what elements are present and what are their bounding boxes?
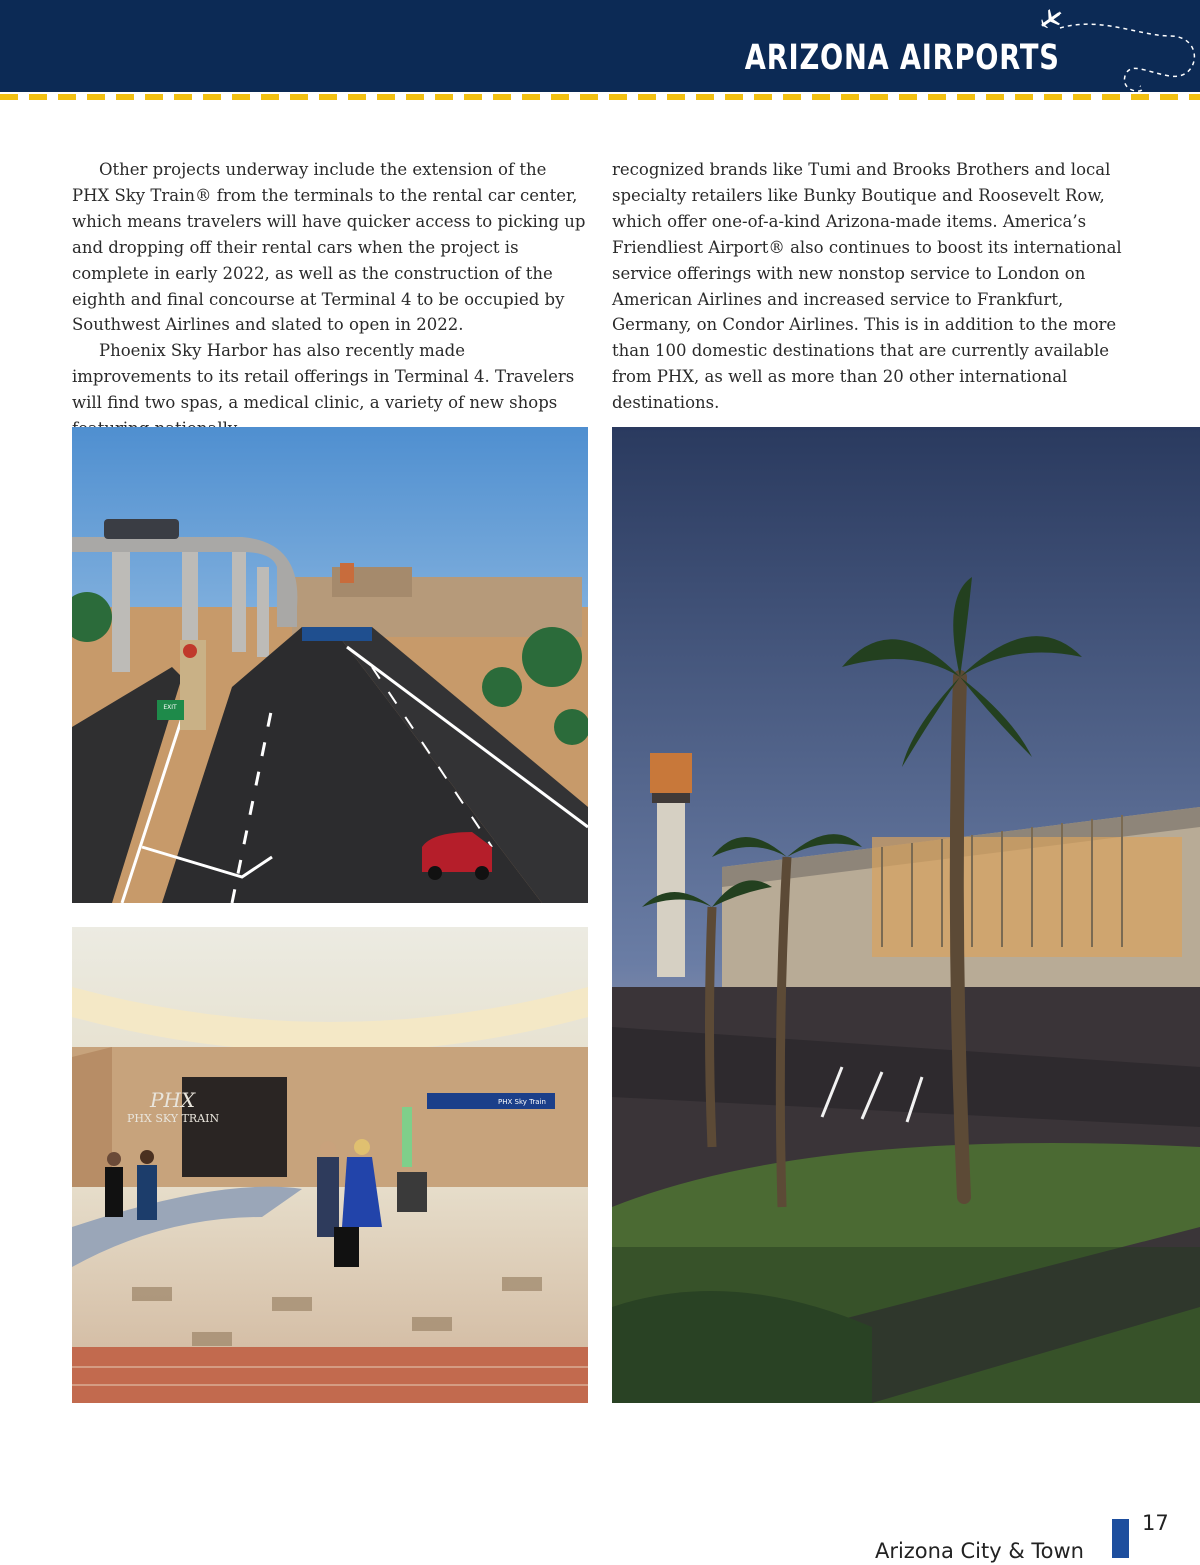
- exit-sign: EXIT: [163, 704, 177, 711]
- article-paragraph: Other projects underway include the extension of the PHX Sky Train® from the terminals to the rental car center, which means travelers will have quicker access to picking up and dropping off their rental cars when the project is complete in early 2022, as well as the construction of the eighth and final concourse at Terminal 4 to be occupied by Southwest Airlines and slated to open in 2022.: [72, 160, 586, 335]
- article-paragraph: recognized brands like Tumi and Brooks Brothers and local specialty retailers like Bunky Boutique and Roosevelt Row, which offer one-of-a-kind Arizona-made items. America’s Friendliest Airport® also continues to boost its international service offerings with new nonstop service to London on American Airlines and increased service to Frankfurt, Germany, on Condor Airlines. This is in addition to the more than 100 domestic destinations that are currently available from PHX, as well as more than 20 other international destinations.: [612, 160, 1122, 413]
- concourse-interior-photo: [72, 927, 588, 1403]
- publication-name: Arizona City & Town: [874, 1539, 1084, 1563]
- page-header: [0, 0, 1200, 92]
- footer-accent-bar: [1112, 1519, 1129, 1558]
- article-column-right: [612, 157, 1132, 416]
- article-paragraph: Phoenix Sky Harbor has also recently made improvements to its retail offerings in Terminal 4. Travelers will find two spas, a medical clinic, a variety of new shops: [72, 341, 575, 413]
- terminal-exterior-photo: [612, 427, 1200, 1403]
- article-column-left: [72, 157, 588, 442]
- sky-train-road-photo: [72, 427, 588, 903]
- sky-train-wall-sign: PHX SKY TRAIN: [127, 1112, 220, 1125]
- header-divider: [0, 94, 1200, 100]
- svg-text:PHX: PHX: [150, 1088, 196, 1112]
- concourse-sign: PHX Sky Train: [498, 1098, 546, 1106]
- page-number: 17: [1142, 1511, 1169, 1535]
- section-title: ARIZONA AIRPORTS: [745, 38, 1060, 78]
